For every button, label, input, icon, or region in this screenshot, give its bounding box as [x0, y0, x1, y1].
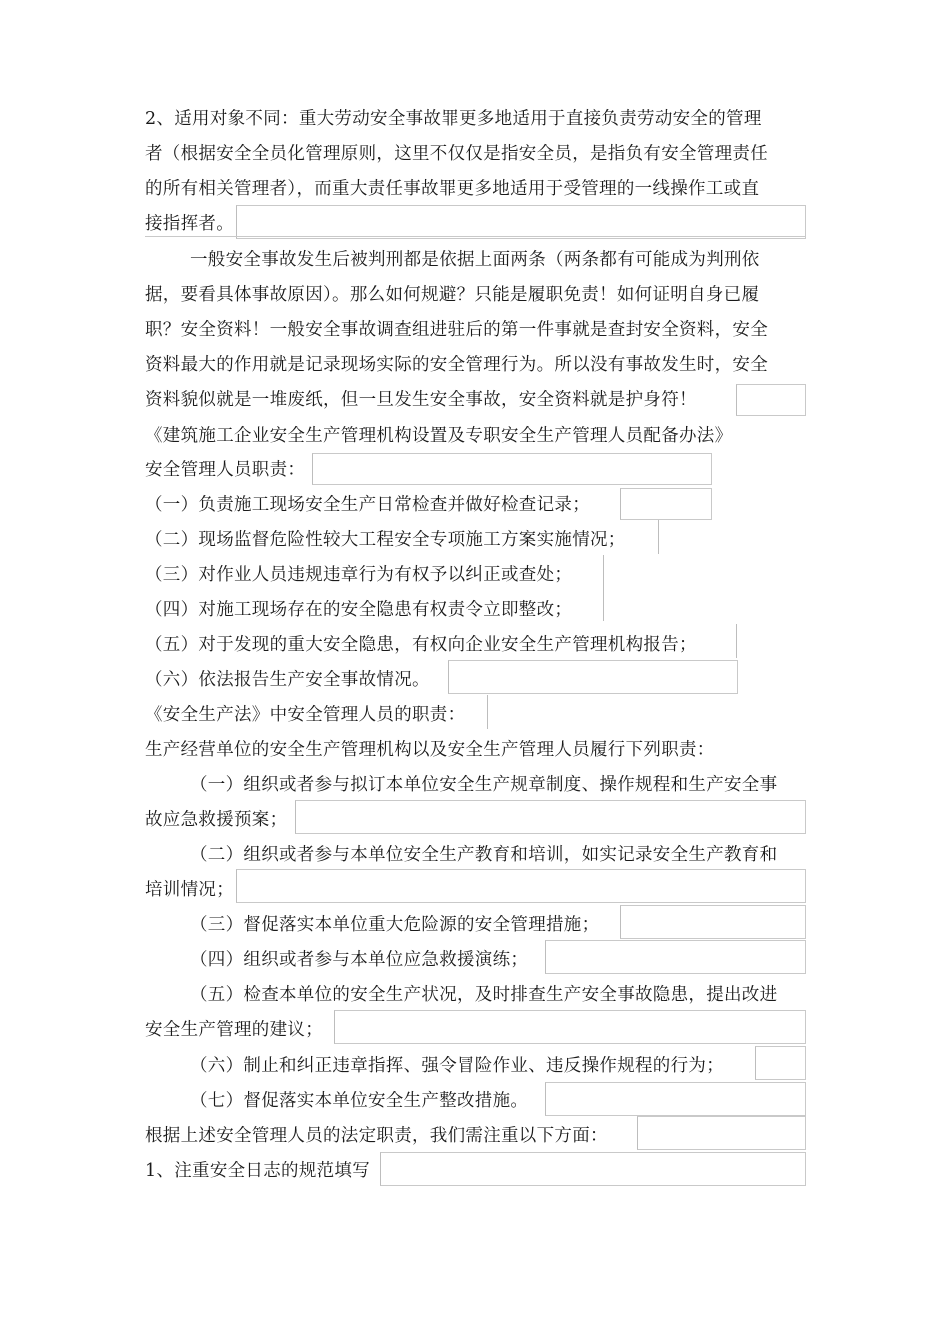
- list-item: （六）依法报告生产安全事故情况。: [145, 670, 430, 690]
- paragraph-line: 根据上述安全管理人员的法定职责，我们需注重以下方面：: [145, 1126, 608, 1146]
- line-box: [448, 660, 738, 694]
- list-item: （三）督促落实本单位重大危险源的安全管理措施；: [190, 915, 600, 935]
- list-item: （七）督促落实本单位安全生产整改措施。: [190, 1091, 529, 1111]
- list-item: （一）负责施工现场安全生产日常检查并做好检查记录；: [145, 495, 590, 515]
- line-box: [145, 236, 806, 239]
- paragraph-line: 的所有相关管理者），而重大责任事故罪更多地适用于受管理的一线操作工或直: [145, 179, 760, 199]
- line-box: [236, 205, 806, 239]
- paragraph-line: 资料貌似就是一堆废纸，但一旦发生安全事故，安全资料就是护身符！: [145, 390, 697, 410]
- list-item-cont: 故应急救援预案；: [145, 810, 288, 830]
- paragraph-line: 一般安全事故发生后被判刑都是依据上面两条（两条都有可能成为判刑依: [190, 250, 760, 270]
- line-box: [487, 695, 489, 729]
- paragraph-line: 2、适用对象不同：重大劳动安全事故罪更多地适用于直接负责劳动安全的管理: [145, 109, 762, 129]
- subsection-heading: 1、注重安全日志的规范填写: [145, 1161, 371, 1181]
- section-heading: 安全管理人员职责：: [145, 460, 306, 480]
- list-item: （五）对于发现的重大安全隐患，有权向企业安全生产管理机构报告；: [145, 635, 697, 655]
- line-box: [736, 384, 806, 416]
- line-box: [236, 869, 806, 903]
- line-box: [545, 940, 806, 974]
- list-item-cont: 培训情况；: [145, 880, 234, 900]
- line-box: [334, 1010, 806, 1044]
- line-box: [603, 555, 605, 621]
- list-item-cont: 安全生产管理的建议；: [145, 1020, 323, 1040]
- list-item: （四）对施工现场存在的安全隐患有权责令立即整改；: [145, 600, 573, 620]
- line-box: [637, 1116, 806, 1150]
- line-box: [658, 520, 660, 554]
- list-item: （一）组织或者参与拟订本单位安全生产规章制度、操作规程和生产安全事: [190, 775, 778, 795]
- list-item: （六）制止和纠正违章指挥、强令冒险作业、违反操作规程的行为；: [190, 1056, 724, 1076]
- list-item: （二）现场监督危险性较大工程安全专项施工方案实施情况；: [145, 530, 626, 550]
- list-item: （四）组织或者参与本单位应急救援演练；: [190, 950, 529, 970]
- paragraph-line: 接指挥者。: [145, 214, 234, 234]
- line-box: [295, 800, 806, 834]
- line-box: [736, 624, 738, 658]
- line-box: [755, 1046, 806, 1080]
- section-heading: 《安全生产法》中安全管理人员的职责：: [145, 705, 466, 725]
- document-title-ref: 《建筑施工企业安全生产管理机构设置及专职安全生产管理人员配备办法》: [145, 426, 733, 446]
- paragraph-line: 职？安全资料！一般安全事故调查组进驻后的第一件事就是查封安全资料，安全: [145, 320, 768, 340]
- line-box: [620, 488, 712, 520]
- list-item: （三）对作业人员违规违章行为有权予以纠正或查处；: [145, 565, 573, 585]
- line-box: [312, 453, 712, 485]
- paragraph-line: 据，要看具体事故原因）。那么如何规避？只能是履职免责！如何证明自身已履: [145, 285, 760, 305]
- paragraph-line: 者（根据安全全员化管理原则，这里不仅仅是指安全员，是指负有安全管理责任: [145, 144, 768, 164]
- line-box: [380, 1152, 806, 1186]
- paragraph-line: 资料最大的作用就是记录现场实际的安全管理行为。所以没有事故发生时，安全: [145, 355, 768, 375]
- line-box: [620, 905, 806, 939]
- line-box: [545, 1082, 806, 1116]
- paragraph-line: 生产经营单位的安全生产管理机构以及安全生产管理人员履行下列职责：: [145, 740, 715, 760]
- list-item: （二）组织或者参与本单位安全生产教育和培训，如实记录安全生产教育和: [190, 845, 778, 865]
- list-item: （五）检查本单位的安全生产状况，及时排查生产安全事故隐患，提出改进: [190, 985, 778, 1005]
